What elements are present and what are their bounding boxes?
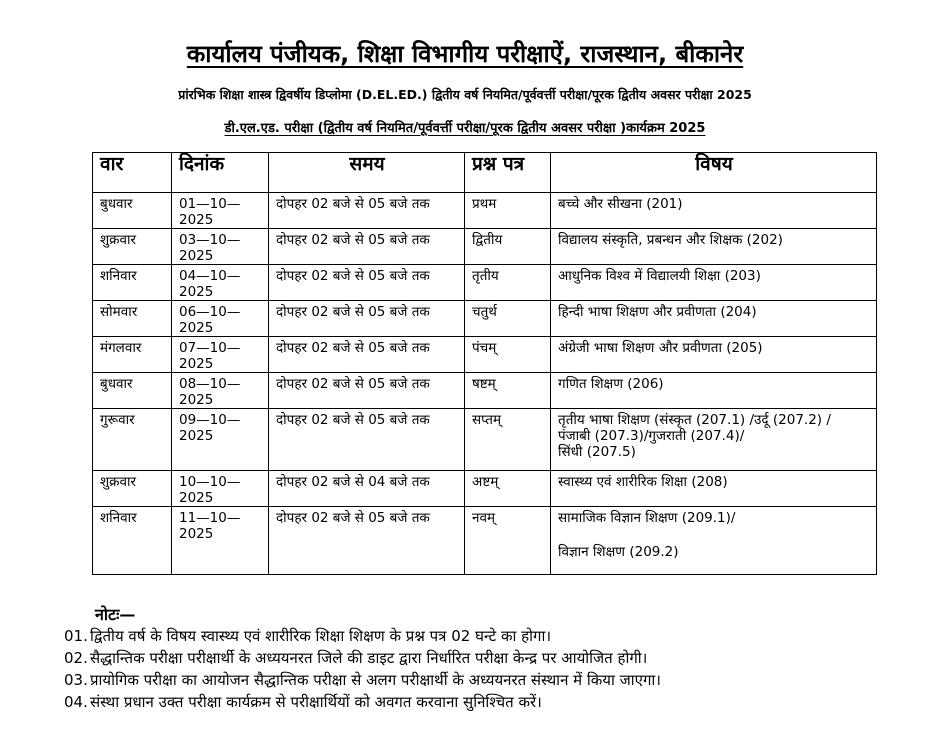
cell-time: दोपहर 02 बजे से 05 बजे तक <box>269 507 465 575</box>
notes-list <box>64 625 864 713</box>
header-time: समय <box>269 153 465 193</box>
cell-day: सोमवार <box>93 301 172 337</box>
note-number: 02. <box>64 649 88 667</box>
subject-line: हिन्दी भाषा शिक्षण और प्रवीणता (204) <box>558 304 757 320</box>
table-row <box>93 301 877 337</box>
subject-line: गणित शिक्षण (206) <box>558 376 664 392</box>
cell-date: 04—10—2025 <box>172 265 269 301</box>
cell-date: 11—10—2025 <box>172 507 269 575</box>
table-header-row <box>93 153 877 193</box>
table-body <box>93 193 877 575</box>
note-text: संस्था प्रधान उक्त परीक्षा कार्यक्रम से परीक्षार्थियों को अवगत करवाना सुनिश्चित करें। <box>90 693 542 711</box>
cell-day: शनिवार <box>93 507 172 575</box>
cell-paper: चतुर्थ <box>465 301 551 337</box>
cell-date: 10—10—2025 <box>172 471 269 507</box>
note-text: सैद्धान्तिक परीक्षा परीक्षार्थी के अध्ययनरत जिले की डाइट द्वारा निर्धारित परीक्षा केन्द्र पर आयोजित होगी। <box>90 649 648 667</box>
subject-line: तृतीय भाषा शिक्षण (संस्कृत (207.1) /उर्दू (207.2) / <box>558 412 831 428</box>
cell-subject <box>551 193 877 229</box>
cell-subject <box>551 471 877 507</box>
cell-date: 03—10—2025 <box>172 229 269 265</box>
cell-date: 01—10—2025 <box>172 193 269 229</box>
cell-date: 07—10—2025 <box>172 337 269 373</box>
header-subject: विषय <box>551 153 877 193</box>
note-text: द्वितीय वर्ष के विषय स्वास्थ्य एवं शारीरिक शिक्षा शिक्षण के प्रश्न पत्र 02 घन्टे का होगा। <box>90 627 552 645</box>
cell-paper: पंचम् <box>465 337 551 373</box>
subject-line: सामाजिक विज्ञान शिक्षण (209.1)/ <box>558 510 736 526</box>
subject-line: स्वास्थ्य एवं शारीरिक शिक्षा (208) <box>558 474 728 490</box>
note-item <box>64 691 864 713</box>
note-item <box>64 669 864 691</box>
subject-line: पंजाबी (207.3)/गुजराती (207.4)/ <box>558 428 745 444</box>
cell-date: 09—10—2025 <box>172 409 269 471</box>
table-row <box>93 229 877 265</box>
note-number: 01. <box>64 627 88 645</box>
table-row <box>93 373 877 409</box>
cell-day: शुक्रवार <box>93 229 172 265</box>
header-day: वार <box>93 153 172 193</box>
cell-time: दोपहर 02 बजे से 05 बजे तक <box>269 373 465 409</box>
cell-day: शनिवार <box>93 265 172 301</box>
cell-time: दोपहर 02 बजे से 05 बजे तक <box>269 337 465 373</box>
cell-time: दोपहर 02 बजे से 05 बजे तक <box>269 265 465 301</box>
note-number: 04. <box>64 693 88 711</box>
subject-line: बच्चे और सीखना (201) <box>558 196 683 212</box>
cell-paper: तृतीय <box>465 265 551 301</box>
note-text: प्रायोगिक परीक्षा का आयोजन सैद्धान्तिक परीक्षा से अलग परीक्षार्थी के अध्ययनरत संस्थान में किया जाएगा। <box>90 671 661 689</box>
table-row <box>93 337 877 373</box>
cell-paper: अष्टम् <box>465 471 551 507</box>
cell-paper: सप्तम् <box>465 409 551 471</box>
note-item <box>64 647 864 669</box>
header-paper: प्रश्न पत्र <box>465 153 551 193</box>
cell-subject <box>551 229 877 265</box>
cell-time: दोपहर 02 बजे से 04 बजे तक <box>269 471 465 507</box>
cell-paper: नवम् <box>465 507 551 575</box>
subject-line: विज्ञान शिक्षण (209.2) <box>558 544 679 560</box>
cell-subject <box>551 301 877 337</box>
cell-day: शुक्रवार <box>93 471 172 507</box>
table-row <box>93 471 877 507</box>
note-number: 03. <box>64 671 88 689</box>
cell-time: दोपहर 02 बजे से 05 बजे तक <box>269 301 465 337</box>
subject-line: आधुनिक विश्व में विद्यालयी शिक्षा (203) <box>558 268 761 284</box>
cell-paper: प्रथम <box>465 193 551 229</box>
cell-subject <box>551 265 877 301</box>
table-row <box>93 265 877 301</box>
cell-day: बुधवार <box>93 373 172 409</box>
cell-day: गुरूवार <box>93 409 172 471</box>
cell-day: बुधवार <box>93 193 172 229</box>
cell-day: मंगलवार <box>93 337 172 373</box>
cell-subject <box>551 507 877 575</box>
cell-subject <box>551 373 877 409</box>
schedule-title: डी.एल.एड. परीक्षा (द्वितीय वर्ष नियमित/पूर्ववर्त्ती परीक्षा/पूरक द्वितीय अवसर परीक्षा )कार्यक्रम 2025 <box>224 121 706 136</box>
cell-date: 08—10—2025 <box>172 373 269 409</box>
table-row <box>93 193 877 229</box>
office-title: कार्यालय पंजीयक, शिक्षा विभागीय परीक्षाऐं, राजस्थान, बीकानेर <box>186 40 744 68</box>
cell-paper: षष्टम् <box>465 373 551 409</box>
cell-time: दोपहर 02 बजे से 05 बजे तक <box>269 193 465 229</box>
subject-line: विद्यालय संस्कृति, प्रबन्धन और शिक्षक (202) <box>558 232 783 248</box>
table-row <box>93 409 877 471</box>
cell-subject <box>551 409 877 471</box>
exam-subtitle: प्रांरभिक शिक्षा शास्त्र द्विवर्षीय डिप्लोमा (D.EL.ED.) द्वितीय वर्ष नियमित/पूर्ववर्त्ती परीक्षा/पूरक द्वितीय अवसर परीक्षा 2025 <box>178 87 752 102</box>
header-date: दिनांक <box>172 153 269 193</box>
subject-line: अंग्रेजी भाषा शिक्षण और प्रवीणता (205) <box>558 340 763 356</box>
notes-heading: नोटः— <box>95 605 136 624</box>
subject-line: सिंधी (207.5) <box>558 444 636 460</box>
cell-time: दोपहर 02 बजे से 05 बजे तक <box>269 229 465 265</box>
note-item <box>64 625 864 647</box>
cell-time: दोपहर 02 बजे से 05 बजे तक <box>269 409 465 471</box>
cell-subject <box>551 337 877 373</box>
subject-line <box>558 526 870 544</box>
cell-paper: द्वितीय <box>465 229 551 265</box>
exam-schedule-table <box>92 152 877 575</box>
cell-date: 06—10—2025 <box>172 301 269 337</box>
table-row <box>93 507 877 575</box>
